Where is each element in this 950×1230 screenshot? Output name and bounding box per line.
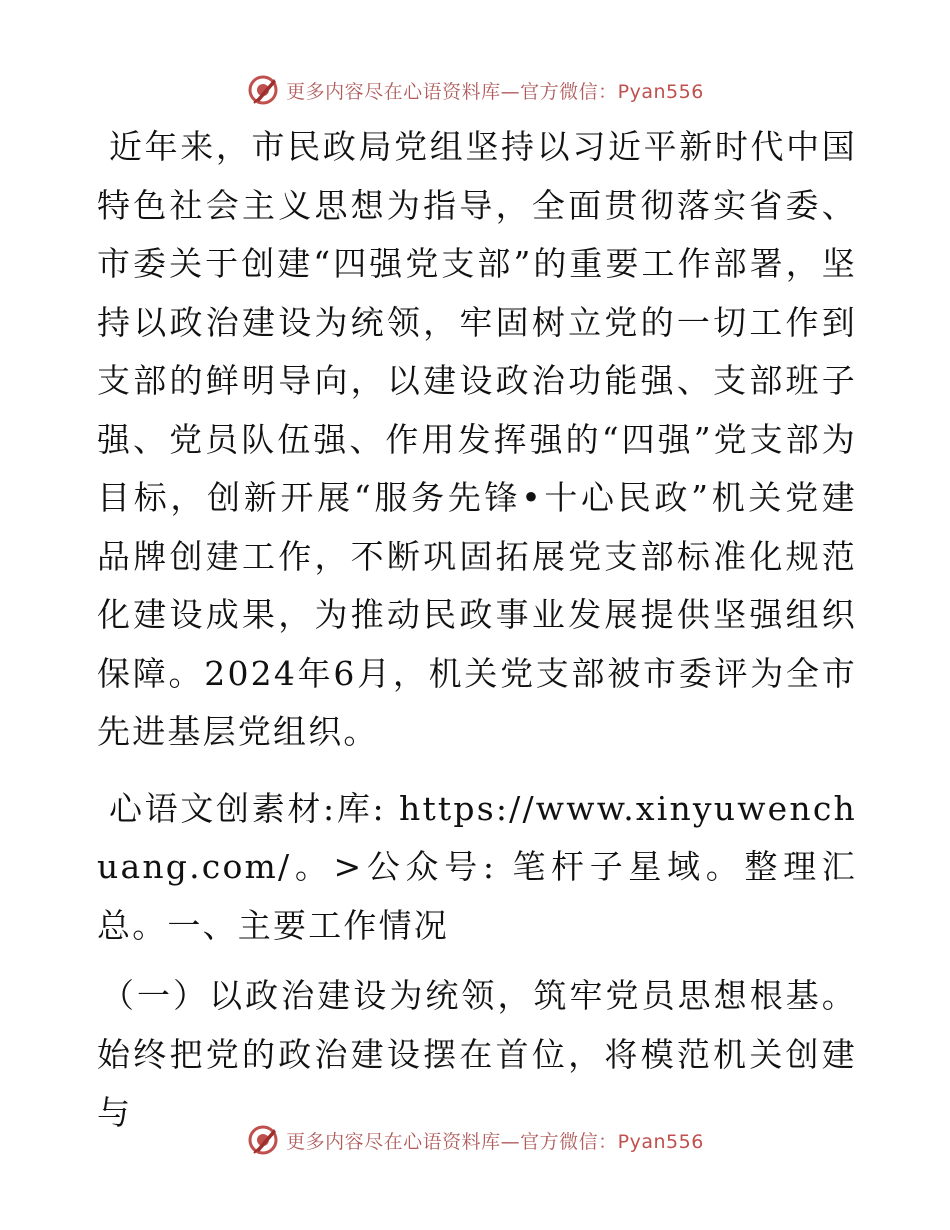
paragraph-intro: 近年来，市民政局党组坚持以习近平新时代中国特色社会主义思想为指导，全面贯彻落实省委、市委关于创建“四强党支部”的重要工作部署，坚持以政治建设为统领，牢固树立党的一切工作到支部的鲜明导向，以建设政治功能强、支部班子强、党员队伍强、作用发挥强的“四强”党支部为目标，创新开展“服务先锋•十心民政”机关党建品牌创建工作，不断巩固拓展党支部标准化规范化建设成果，为推动民政事业发展提供坚强组织保障。2024年6月，机关党支部被市委评为全市先进基层党组织。 (97, 127, 857, 751)
quill-seal-icon (246, 1123, 280, 1157)
paragraph-section-1: （一）以政治建设为统领，筑牢党员思想根基。始终把党的政治建设摆在首位，将模范机关创建与 (97, 976, 857, 1132)
watermark-footer (0, 1120, 950, 1160)
quill-seal-icon (246, 73, 280, 107)
watermark-text: 更多内容尽在心语资料库—官方微信：Pyan556 (286, 1130, 704, 1153)
document-body (97, 118, 857, 1143)
watermark-header (0, 70, 950, 110)
watermark-account: Pyan556 (617, 1130, 704, 1153)
paragraph-source: 心语文创素材:库: https://www.xinyuwenchuang.com/。>公众号: 笔杆子星域。整理汇总。一、主要工作情况 (97, 788, 857, 945)
watermark-text: 更多内容尽在心语资料库—官方微信：Pyan556 (286, 80, 704, 103)
watermark-account: Pyan556 (617, 80, 704, 103)
